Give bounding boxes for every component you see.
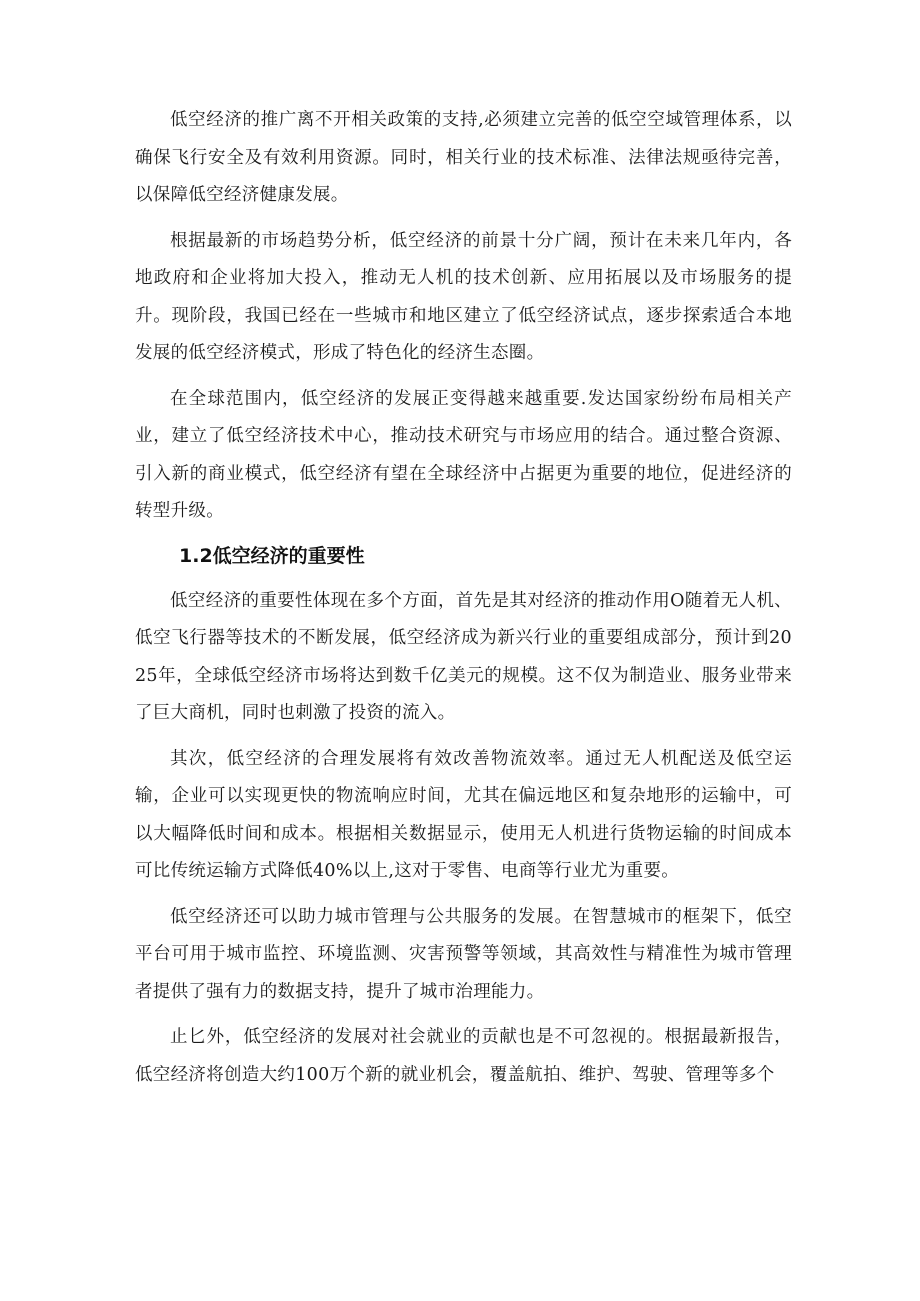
paragraph-policy-support: 低空经济的推广离不开相关政策的支持,必须建立完善的低空空域管理体系，以确保飞行安全及有效利用资源。同时，相关行业的技术标准、法律法规亟待完善，以保障低空经济健康发展。 <box>135 110 792 205</box>
paragraph-market-trend: 根据最新的市场趋势分析，低空经济的前景十分广阔，预计在未来几年内，各地政府和企业将加大投入，推动无人机的技术创新、应用拓展以及市场服务的提升。现阶段，我国已经在一些城市和地区建立了低空经济试点，逐步探索适合本地发展的低空经济模式，形成了特色化的经济生态圈。 <box>135 230 792 363</box>
paragraph-economic-impact: 低空经济的重要性体现在多个方面，首先是其对经济的推动作用O随着无人机、低空飞行器等技术的不断发展，低空经济成为新兴行业的重要组成部分，预计到2025年，全球低空经济市场将达到数千亿美元的规模。这不仅为制造业、服务业带来了巨大商机，同时也刺激了投资的流入。 <box>135 590 792 723</box>
paragraph-global-development: 在全球范围内，低空经济的发展正变得越来越重要.发达国家纷纷布局相关产业，建立了低空经济技术中心，推动技术研究与市场应用的结合。通过整合资源、引入新的商业模式，低空经济有望在全球经济中占据更为重要的地位，促进经济的转型升级。 <box>135 388 792 521</box>
paragraph-employment: 止匕外，低空经济的发展对社会就业的贡献也是不可忽视的。根据最新报告，低空经济将创造大约100万个新的就业机会，覆盖航拍、维护、驾驶、管理等多个 <box>135 1027 792 1085</box>
paragraph-logistics-efficiency: 其次，低空经济的合理发展将有效改善物流效率。通过无人机配送及低空运输，企业可以实现更快的物流响应时间，尤其在偏远地区和复杂地形的运输中，可以大幅降低时间和成本。根据相关数据显示，使用无人机进行货物运输的时间成本可比传统运输方式降低40%以上,这对于零售、电商等行业尤为重要。 <box>135 748 792 881</box>
paragraph-city-management: 低空经济还可以助力城市管理与公共服务的发展。在智慧城市的框架下，低空平台可用于城市监控、环境监测、灾害预警等领域，其高效性与精准性为城市管理者提供了强有力的数据支持，提升了城市治理能力。 <box>135 906 792 1002</box>
section-heading: 1.2低空经济的重要性 <box>179 544 365 567</box>
